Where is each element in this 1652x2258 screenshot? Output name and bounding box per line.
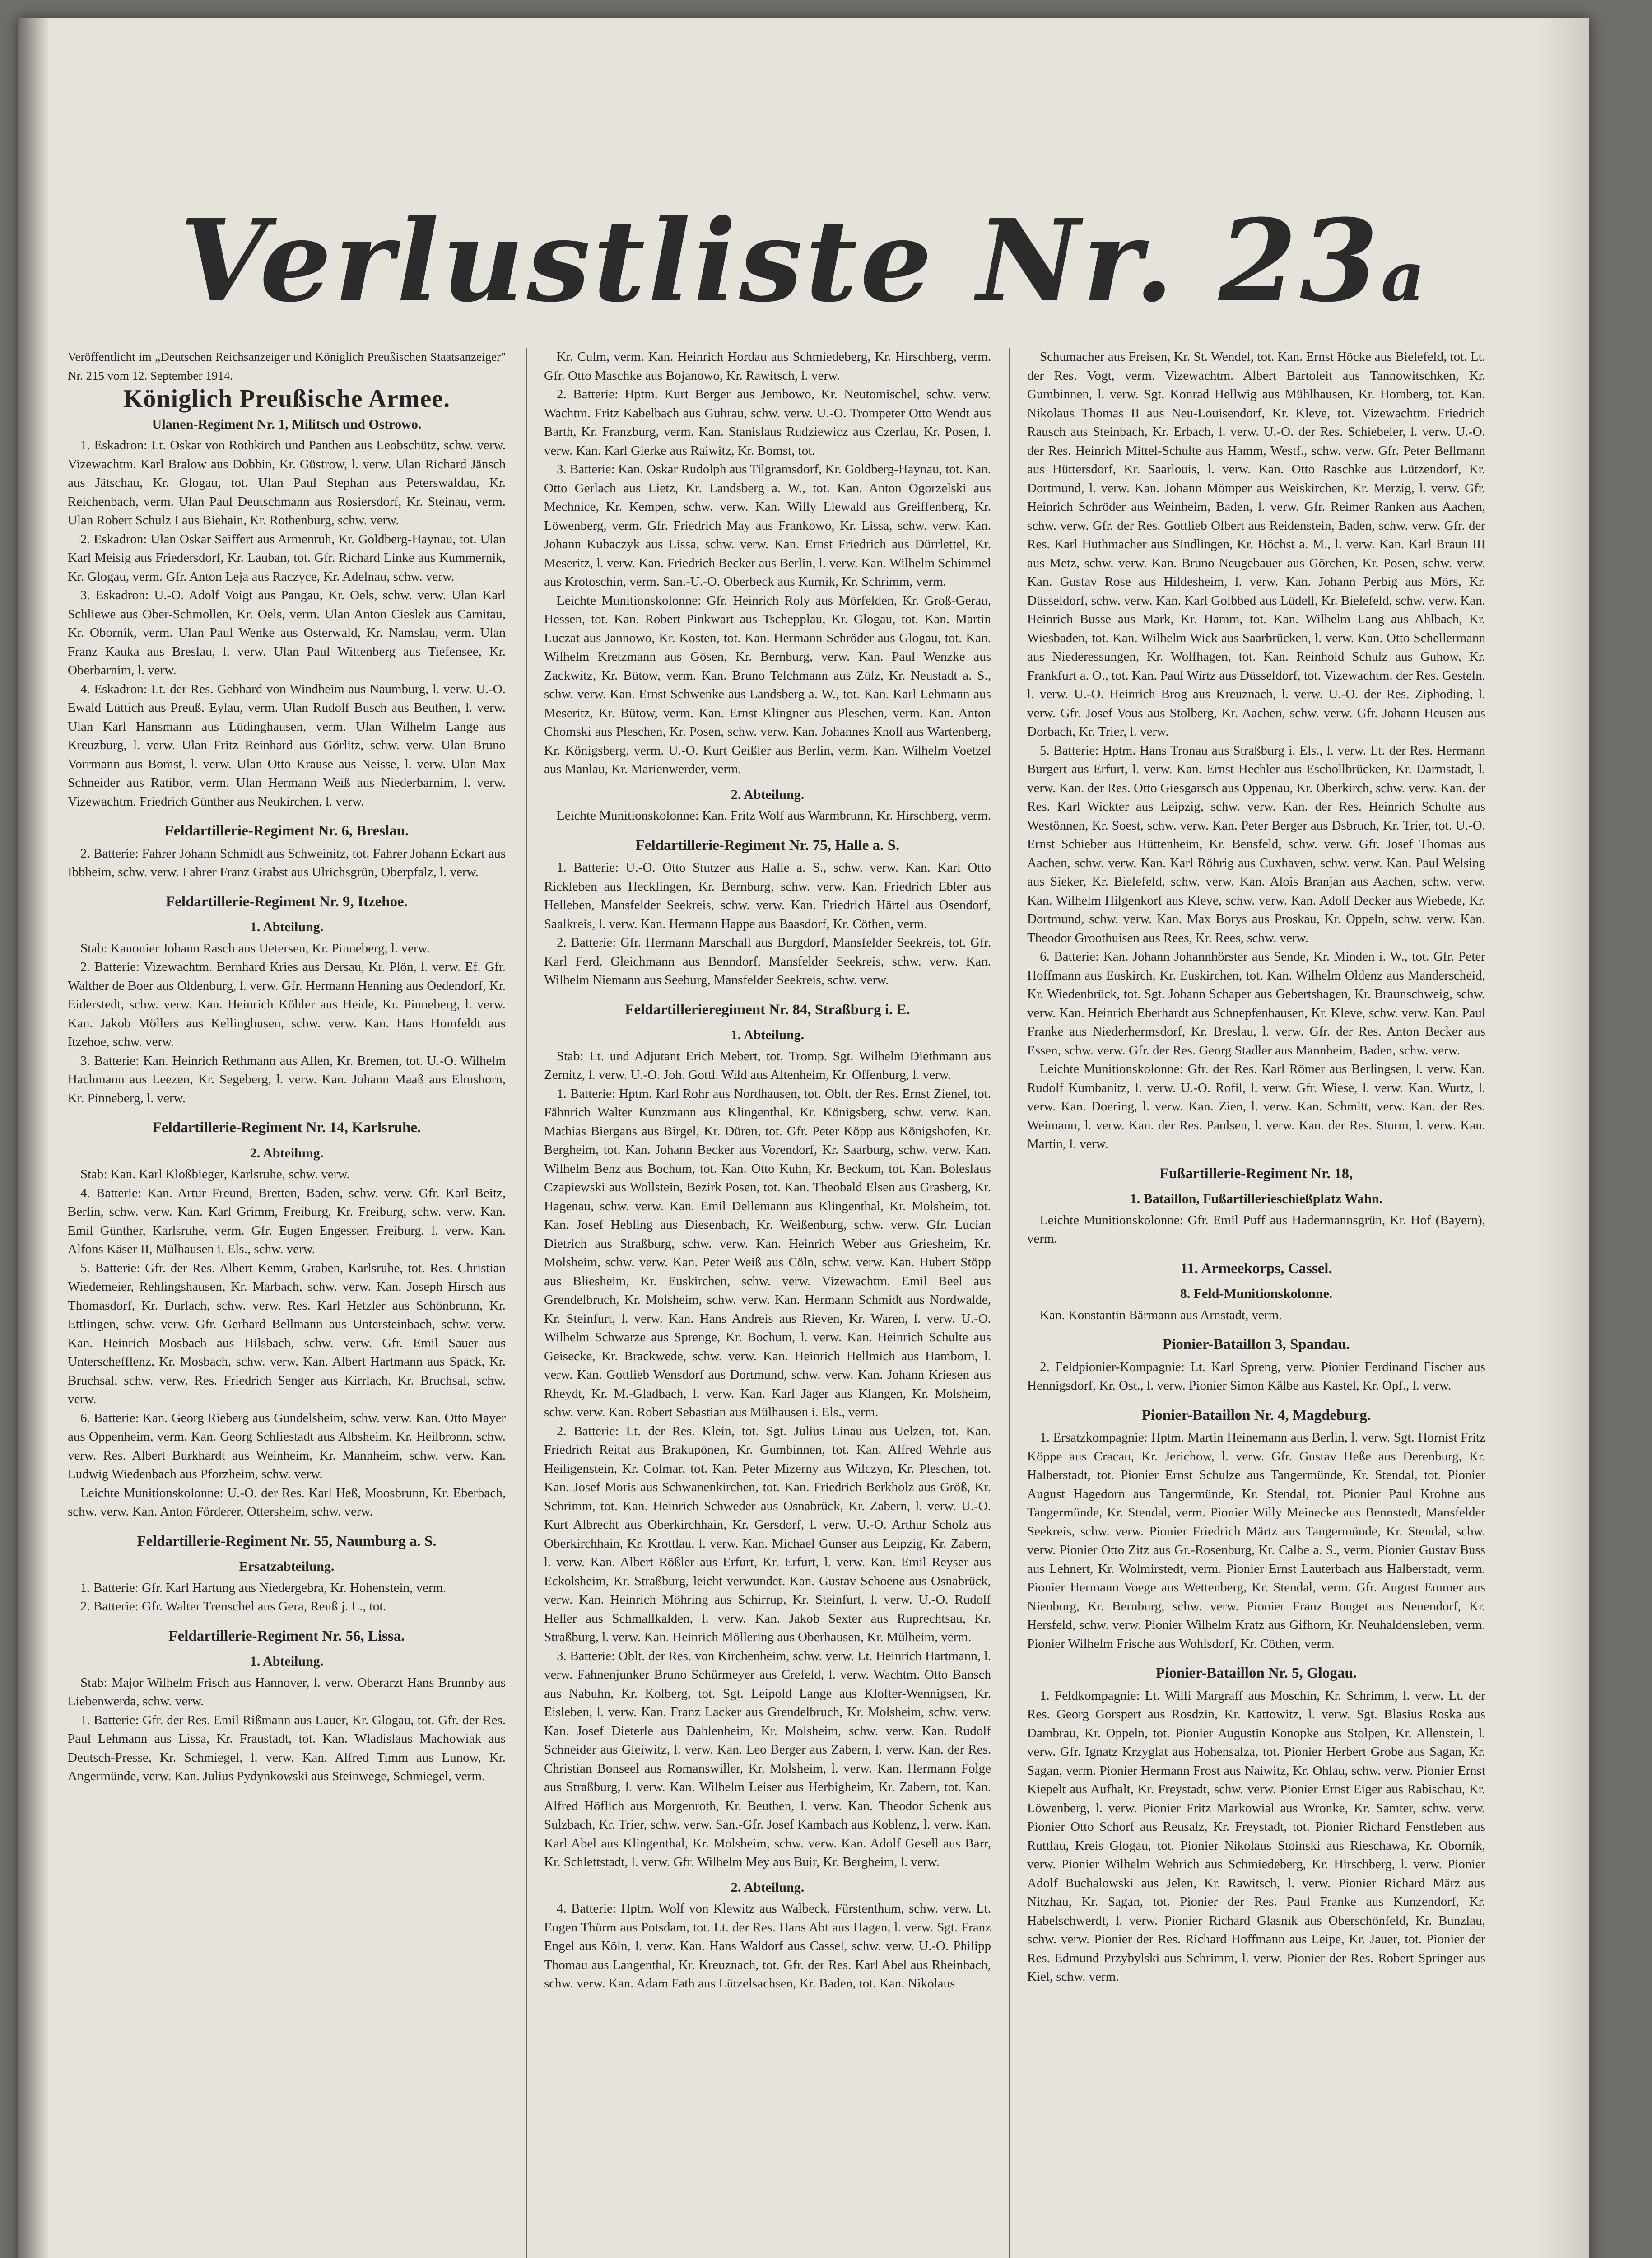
casualty-paragraph: 2. Batterie: Hptm. Kurt Berger aus Jembowo, Kr. Neutomischel, schw. verw. Wachtm. Fritz Kabelbach aus Guhrau, schw. verw. U.-O. Trompeter Otto Wendt aus Barth, Kr. Franzburg, verm. Kan. Stanislaus Rudziewicz aus Czerlau, Kr. Posen, l. verw. Kan. Karl Gierke aus Raiwitz, Kr. Bomst, tot. (544, 387, 991, 458)
casualty-paragraph: 5. Batterie: Gfr. der Res. Albert Kemm, Graben, Karlsruhe, tot. Res. Christian Wiedemeier, Rehlingshausen, Kr. Marbach, schw. verw. Kan. Joseph Hirsch aus Thomasdorf, Kr. Durlach, schw. verw. Res. Karl Hetzler aus Schönbrunn, Kr. Ettlingen, schw. verw. Gfr. Gerhard Bellmann aus Untersteinbach, schw. verw. Kan. Heinrich Mosbach aus Hilsbach, schw. verw. Gfr. Emil Sauer aus Unterschefflenz, Kr. Mosbach, schw. verw. Kan. Albert Hartmann aus Späck, Kr. Bruchsal, schw. verw. Res. Friedrich Senger aus Kirrlach, Kr. Bruchsal, schw. verw. (68, 1260, 506, 1406)
casualty-paragraph: 4. Eskadron: Lt. der Res. Gebhard von Windheim aus Naumburg, l. verw. U.-O. Ewald Lüttich aus Preuß. Eylau, verm. Ulan Rudolf Busch aus Beuthen, l. verw. Ulan Karl Hansmann aus Lüdinghausen, verm. Ulan Wilhelm Lange aus Kreuzburg, l. verw. Ulan Fritz Reinhard aus Görlitz, schw. verw. Ulan Bruno Vorrmann aus Bomst, l. verw. Ulan Otto Krause aus Neisse, l. verw. Ulan Max Schneider aus Ratibor, verm. Ulan Hermann Weiß aus Niederbarnim, l. verw. Vizewachtm. Friedrich Günther aus Neukirchen, l. verw. (68, 681, 506, 809)
casualty-paragraph: 5. Batterie: Hptm. Hans Tronau aus Straßburg i. Els., l. verw. Lt. der Res. Hermann Burgert aus Erfurt, l. verw. Kan. Ernst Hechler aus Eschollbrücken, Kr. Darmstadt, l. verw. Kan. der Res. Otto Giesgarsch aus Oppenau, Kr. Oberkirch, schw. verw. Kan. der Res. Karl Wickter aus Leipzig, schw. verw. Kan. der Res. Heinrich Schulte aus Westönnen, Kr. Soest, schw. verw. Kan. Peter Berger aus Dsbruch, Kr. Trier, tot. U.-O. Ernst Schieber aus Hüttenheim, Kr. Bensfeld, schw. verw. Gfr. Josef Thomas aus Aachen, schw. verw. Kan. Karl Röhrig aus Cuxhaven, schw. verw. Kan. Paul Welsing aus Sieker, Kr. Bielefeld, schw. verw. Kan. Alois Branjan aus Aachen, schw. verw. Kan. Wilhelm Hilgenkorf aus Kleve, schw. verw. Kan. Adolf Decker aus Wiebede, Kr. Dortmund, schw. verw. Kan. Max Borys aus Proskau, Kr. Oppeln, schw. verw. Kan. Theodor Groothuisen aus Rees, Kr. Rees, schw. verw. (1027, 743, 1485, 945)
unit-subheading: 1. Abteilung. (250, 1654, 324, 1669)
page-edge-shadow (1535, 18, 1589, 2258)
publication-note: Veröffentlicht im „Deutschen Reichsanzeiger und Königlich Preußischen Staatsanzeiger" Nr. 215 vom 12. September 1914. (68, 350, 506, 383)
newspaper-page (18, 18, 1589, 2258)
casualty-paragraph: 4. Batterie: Hptm. Wolf von Klewitz aus Walbeck, Fürstenthum, schw. verw. Lt. Eugen Thürm aus Potsdam, tot. Lt. der Res. Hans Abt aus Hagen, l. verw. Sgt. Franz Engel aus Köln, l. verw. Kan. Hans Waldorf aus Cassel, schw. verw. U.-O. Philipp Thomau aus Langenthal, Kr. Kreuznach, tot. Gfr. der Res. Karl Abel aus Rheinbach, schw. verw. Kan. Adam Fath aus Lützelsachsen, Kr. Baden, tot. Kan. Nikolaus (544, 1901, 991, 1991)
casualty-paragraph: 3. Batterie: Kan. Oskar Rudolph aus Tilgramsdorf, Kr. Goldberg-Haynau, tot. Kan. Otto Gerlach aus Lietz, Kr. Landsberg a. W., tot. Kan. Anton Ogorzelski aus Mechnice, Kr. Kempen, schw. verw. Kan. Willy Liewald aus Greiffenberg, Kr. Löwenberg, verm. Gfr. Friedrich May aus Frankowo, Kr. Lissa, schw. verw. Kan. Johann Kubaczyk aus Lissa, schw. verw. Kan. Ernst Friedrich aus Dürrlettel, Kr. Meseritz, l. verw. Kan. Friedrich Becker aus Berlin, l. verw. Kan. Wilhelm Schimmel aus Krotoschin, verm. San.-U.-O. Oberbeck aus Kurnik, Kr. Schrimm, verm. (544, 462, 991, 589)
casualty-paragraph: 6. Batterie: Kan. Georg Rieberg aus Gundelsheim, schw. verw. Kan. Otto Mayer aus Oppenheim, verm. Kan. Georg Schliestadt aus Albsheim, Kr. Heilbronn, schw. verw. Res. Albert Burkhardt aus Weinheim, Kr. Mannheim, schw. verw. Kan. Ludwig Wiedenbach aus Pforzheim, schw. verw. (68, 1410, 506, 1481)
casualty-paragraph: 2. Batterie: Lt. der Res. Klein, tot. Sgt. Julius Linau aus Uelzen, tot. Kan. Friedrich Reitat aus Brakupönen, Kr. Gumbinnen, tot. Kan. Alfred Wehrle aus Heiligenstein, Kr. Colmar, tot. Kan. Peter Mizerny aus Wilczyn, Kr. Pleschen, tot. Kan. Josef Moris aus Schwanenkirchen, tot. Kan. Friedrich Berkholz aus Größ, Kr. Schrimm, tot. Kan. Heinrich Schweder aus Osnabrück, Kr. Zabern, l. verw. U.-O. Kurt Albrecht aus Oberkirchhain, Kr. Gersdorf, l. verw. U.-O. Arthur Scholz aus Oberkirchhain, Kr. Krottlau, l. verw. Kan. Michael Gunser aus Leipzig, Kr. Zabern, l. verw. Kan. Albert Rößler aus Erfurt, Kr. Erfurt, l. verw. Kan. Emil Reyser aus Eckolsheim, Kr. Straßburg, leicht verwundet. Kan. Gustav Schoene aus Osnabrück, verw. Kan. Heinrich Möhring aus Schirrup, Kr. Steinfurt, l. verw. U.-O. Rudolf Heller aus Schmallkalden, l. verw. Kan. Jakob Sexter aus Ruprechtsau, Kr. Straßburg, l. verw. Kan. Heinrich Möllering aus Oberhausen, Kr. Mülheim, verm. (544, 1423, 991, 1644)
casualty-paragraph: Schumacher aus Freisen, Kr. St. Wendel, tot. Kan. Ernst Höcke aus Bielefeld, tot. Lt. der Res. Vogt, verm. Vizewachtm. Albert Bartoleit aus Tannowitschken, Kr. Gumbinnen, l. verw. Sgt. Konrad Hellwig aus Mühlhausen, Kr. Homberg, tot. Kan. Nikolaus Thomas II aus Neu-Louisendorf, Kr. Kleve, tot. Vizewachtm. Friedrich Rausch aus Steinbach, Kr. Erbach, l. verw. U.-O. der Res. Schiebeler, l. verw. U.-O. der Res. Heinrich Mittel-Schulte aus Hamm, Westf., schw. verw. Gfr. Peter Bellmann aus Hüttersdorf, Kr. Saarlouis, l. verw. Kan. Otto Raschke aus Lützendorf, Kr. Dortmund, l. verw. Kan. Johann Mömper aus Weiskirchen, Kr. Merzig, l. verw. Gfr. Heinrich Schröder aus Weinheim, Baden, l. verw. Gfr. Reimer Ranken aus Aachen, schw. verw. Gfr. der Res. Gottlieb Olbert aus Reidenstein, Baden, schw. verw. Gfr. der Res. Karl Huthmacher aus Sindlingen, Kr. Höchst a. M., l. verw. Kan. Karl Braun III aus Metz, schw. verw. Kan. Bruno Neugebauer aus Görchen, Kr. Posen, schw. verw. Kan. Gustav Rose aus Hildesheim, l. verw. Kan. Johann Perbig aus Mörs, Kr. Düsseldorf, schw. verw. Kan. Karl Golbbed aus Lüdell, Kr. Bielefeld, schw. verw. Kan. Heinrich Busse aus Mark, Kr. Hamm, tot. Kan. Wilhelm Lang aus Ahlbach, Kr. Wiesbaden, tot. Kan. Wilhelm Wick aus Saarbrücken, l. verw. Kan. Otto Schellermann aus Niederessungen, Kr. Wolfhagen, tot. Kan. Reinhold Schulz aus Guhow, Kr. Frankfurt a. O., tot. Kan. Paul Wirtz aus Düsseldorf, tot. Vizewachtm. der Res. Gesteln, l. verw. U.-O. Heinrich Brog aus Kreuznach, l. verw. U.-O. der Res. Ziphoding, l. verw. Gfr. Josef Vous aus Stolberg, Kr. Aachen, schw. verw. Gfr. Johann Heusen aus Dorbach, Kr. Trier, l. verw. (1027, 350, 1485, 739)
regiment-heading: Feldartillerie-Regiment Nr. 56, Lissa. (168, 1628, 405, 1644)
casualty-paragraph: 2. Batterie: Fahrer Johann Schmidt aus Schweinitz, tot. Fahrer Johann Eckart aus Ibbheim, schw. verw. Fahrer Franz Grabst aus Ulrichsgrün, Oberpfalz, l. verw. (68, 846, 506, 879)
masthead-title-text: Verlustliste Nr. 23 (180, 194, 1381, 327)
casualty-paragraph: Stab: Kanonier Johann Rasch aus Uetersen, Kr. Pinneberg, l. verw. (80, 941, 430, 956)
unit-subheading: 2. Abteilung. (731, 787, 805, 802)
casualty-paragraph: 6. Batterie: Kan. Johann Johannhörster aus Sende, Kr. Minden i. W., tot. Gfr. Peter Hoffmann aus Euskirch, Kr. Euskirchen, tot. Kan. Wilhelm Oldenz aus Manderscheid, Kr. Wiedenbrück, tot. Sgt. Johann Schaper aus Gebertshagen, Kr. Braunschweig, schw. verw. Kan. Heinrich Eberhardt aus Schnepfenhausen, Kr. Kleve, schw. verw. Kan. Paul Franke aus Niederhermsdorf, Kr. Breslau, l. verw. Gfr. der Res. Anton Becker aus Essen, schw. verw. Gfr. der Res. Georg Stadler aus Mannheim, Baden, schw. verw. (1027, 949, 1485, 1058)
unit-subheading: 2. Abteilung. (250, 1145, 324, 1161)
column-rule-1 (526, 348, 527, 2258)
casualty-paragraph: Leichte Munitionskolonne: Kan. Fritz Wolf aus Warmbrunn, Kr. Hirschberg, verm. (557, 808, 991, 823)
regiment-heading: Ulanen-Regiment Nr. 1, Militsch und Ostrowo. (152, 416, 422, 432)
unit-subheading: 8. Feld-Munitionskolonne. (1180, 1286, 1333, 1301)
casualty-paragraph: Kan. Konstantin Bärmann aus Arnstadt, verm. (1040, 1307, 1282, 1322)
casualty-paragraph: 3. Batterie: Oblt. der Res. von Kirchenheim, schw. verw. Lt. Heinrich Hartmann, l. verw. Fahnenjunker Bruno Schürmeyer aus Crefeld, l. verw. Wachtm. Otto Bansch aus Nabuhn, Kr. Kolberg, tot. Sgt. Leipold Lange aus Klofter-Wennigsen, Kr. Eisleben, l. verw. Kan. Franz Lacker aus Grendelbruch, Kr. Molsheim, schw. verw. Kan. Josef Dieterle aus Dahlenheim, Kr. Molsheim, schw. verw. Kan. Rudolf Schneider aus Gleiwitz, l. verw. Kan. Leo Berger aus Zabern, l. verw. Kan. der Res. Christian Bonseel aus Romanswiller, Kr. Molsheim, l. verw. Kan. Hermann Folge aus Straßburg, l. verw. Kan. Wilhelm Leiser aus Herbigheim, Kr. Zabern, tot. Kan. Alfred Höflich aus Morgenroth, Kr. Beuthen, l. verw. Kan. Theodor Schenk aus Sulzbach, Kr. Trier, schw. verw. San.-Gfr. Josef Kambach aus Koblenz, l. verw. Kan. Karl Abel aus Klingenthal, Kr. Molsheim, schw. verw. Kan. Adolf Gesell aus Barr, Kr. Schlettstadt, l. verw. Gfr. Wilhelm Mey aus Buir, Kr. Bergheim, l. verw. (544, 1648, 991, 1869)
regiment-heading: Fußartillerie-Regiment Nr. 18, (1159, 1165, 1353, 1182)
casualty-paragraph: Leichte Munitionskolonne: Gfr. Heinrich Roly aus Mörfelden, Kr. Groß-Gerau, Hessen, tot. Kan. Robert Pinkwart aus Tschepplau, Kr. Glogau, tot. Kan. Martin Luczat aus Jannowo, Kr. Kosten, tot. Kan. Hermann Schröder aus Glogau, tot. Kan. Wilhelm Kretzmann aus Gösen, Kr. Bernburg, verw. Kan. Paul Wenzke aus Zackwitz, Kr. Bütow, verm. Kan. Bruno Telchmann aus Zülz, Kr. Neustadt a. S., schw. verw. Kan. Ernst Schwenke aus Landsberg a. W., tot. Kan. Karl Lehmann aus Meseritz, Kr. Bütow, verm. Kan. Ernst Klingner aus Pleschen, verm. Kan. Anton Chomski aus Pleschen, Kr. Posen, schw. verw. Kan. Johannes Knoll aus Wartenberg, Kr. Königsberg, verm. U.-O. Kurt Geißler aus Berlin, verm. Kan. Wilhelm Voetzel aus Manlau, Kr. Marienwerder, verm. (544, 593, 991, 776)
column-rule-2 (1009, 348, 1010, 2258)
casualty-paragraph: Leichte Munitionskolonne: U.-O. der Res. Karl Heß, Moosbrunn, Kr. Eberbach, schw. verw. Kan. Anton Förderer, Ottersheim, schw. verw. (68, 1485, 506, 1519)
casualty-paragraph: Stab: Major Wilhelm Frisch aus Hannover, l. verw. Oberarzt Hans Brunnby aus Liebenwerda, schw. verw. (68, 1675, 506, 1708)
regiment-heading: Feldartillerie-Regiment Nr. 9, Itzehoe. (166, 893, 408, 910)
unit-subheading: 1. Abteilung. (731, 1027, 805, 1042)
unit-subheading: 1. Bataillon, Fußartillerieschießplatz Wahn. (1130, 1191, 1383, 1206)
casualty-paragraph: Leichte Munitionskolonne: Gfr. Emil Puff aus Hadermannsgrün, Kr. Hof (Bayern), verm. (1027, 1213, 1485, 1246)
casualty-paragraph: 1. Batterie: Gfr. Karl Hartung aus Niedergebra, Kr. Hohenstein, verm. (80, 1580, 447, 1595)
casualty-paragraph: Leichte Munitionskolonne: Gfr. der Res. Karl Römer aus Berlingsen, l. verw. Kan. Rudolf Kumbanitz, l. verw. U.-O. Rofil, l. verw. Gfr. Wiese, l. verw. Kan. Wurtz, l. verw. Kan. Doering, l. verw. Kan. Zien, l. verw. Kan. Schmitt, verw. Kan. der Res. Weimann, l. verw. Kan. der Res. Paulsen, l. verw. Kan. der Res. Sturm, l. verw. Kan. Martin, l. verw. (1027, 1062, 1485, 1151)
regiment-heading: Feldartillerie-Regiment Nr. 14, Karlsruhe. (152, 1120, 421, 1136)
column-3 (1027, 348, 1485, 2258)
casualty-paragraph: 1. Eskadron: Lt. Oskar von Rothkirch und Panthen aus Leobschütz, schw. verw. Vizewachtm. Karl Bralow aus Dobbin, Kr. Güstrow, l. verw. Ulan Richard Jänsch aus Jätschau, Kr. Glogau, tot. Ulan Paul Stephan aus Peterswaldau, Kr. Reichenbach, verm. Ulan Paul Deutschmann aus Rosiersdorf, Kr. Steinau, verm. Ulan Robert Schulz I aus Biehain, Kr. Rothenburg, schw. verw. (68, 438, 506, 527)
casualty-paragraph: Stab: Lt. und Adjutant Erich Mebert, tot. Tromp. Sgt. Wilhelm Diethmann aus Zernitz, l. verw. U.-O. Joh. Gottl. Wild aus Altenheim, Kr. Offenburg, l. verw. (544, 1049, 991, 1082)
casualty-paragraph: 1. Batterie: U.-O. Otto Stutzer aus Halle a. S., schw. verw. Kan. Karl Otto Rickleben aus Hecklingen, Kr. Bernburg, schw. verw. Kan. Friedrich Ebler aus Helleben, Mansfelder Seekreis, schw. verw. Kan. Friedrich Härtel aus Osendorf, Saalkreis, l. verw. Kan. Hermann Happe aus Baasdorf, Kr. Cöthen, verm. (544, 860, 991, 931)
page-binding-shadow (18, 18, 50, 2258)
regiment-heading: 11. Armeekorps, Cassel. (1180, 1260, 1332, 1277)
regiment-heading: Feldartillerieregiment Nr. 84, Straßburg i. E. (625, 1001, 910, 1018)
casualty-paragraph: 1. Feldkompagnie: Lt. Willi Margraff aus Moschin, Kr. Schrimm, l. verw. Lt. der Res. Georg Gorspert aus Rosdzin, Kr. Kattowitz, l. verw. Sgt. Blasius Roska aus Dambrau, Kr. Oppeln, tot. Pionier Augustin Konopke aus Stolpen, Kr. Allenstein, l. verw. Gfr. Ignatz Krzyglat aus Hohensalza, tot. Pionier Herbert Grobe aus Sagan, Kr. Sagan, verm. Pionier Hermann Frost aus Naiwitz, Kr. Ohlau, schw. verw. Pionier Ernst Kiepelt aus Aufhalt, Kr. Freystadt, schw. verw. Pionier Ernst Eiger aus Rabischau, Kr. Löwenberg, l. verw. Pionier Fritz Markowial aus Wronke, Kr. Samter, schw. verw. Pionier Otto Schorf aus Reusalz, Kr. Freystadt, tot. Pionier Richard Fenstleben aus Ruttlau, Kreis Glogau, tot. Pionier Nikolaus Stoinski aus Rieschawa, Kr. Oborník, verw. Pionier Wilhelm Wehrich aus Schmiedeberg, Kr. Hirschberg, l. verw. Pionier Adolf Buchalowski aus Jelen, Kr. Rawitsch, l. verw. Pionier Richard März aus Nitzhau, Kr. Sagan, tot. Pionier der Res. Paul Franke aus Kunzendorf, Kr. Habelschwerdt, l. verw. Pionier Richard Glasnik aus Oberschönfeld, Kr. Bunzlau, schw. verw. Pionier der Res. Richard Hoffmann aus Leipe, Kr. Jauer, tot. Pionier der Res. Edmund Przybylski aus Schrimm, l. verw. Pionier der Res. Robert Springer aus Kiel, schw. verm. (1027, 1688, 1485, 1984)
casualty-paragraph: 1. Batterie: Gfr. der Res. Emil Rißmann aus Lauer, Kr. Glogau, tot. Gfr. der Res. Paul Lehmann aus Lissa, Kr. Fraustadt, tot. Kan. Wladislaus Machowiak aus Deutsch-Presse, Kr. Schmiegel, l. verw. Kan. Alfred Timm aus Lunow, Kr. Angermünde, verw. Kan. Julius Pydynkowski aus Steinwege, Schmiegel, verm. (68, 1712, 506, 1783)
casualty-paragraph: Stab: Kan. Karl Kloßbieger, Karlsruhe, schw. verw. (80, 1167, 350, 1181)
casualty-paragraph: 3. Batterie: Kan. Heinrich Rethmann aus Allen, Kr. Bremen, tot. U.-O. Wilhelm Hachmann aus Leezen, Kr. Segeberg, l. verw. Kan. Johann Maaß aus Elmshorn, Kr. Pinneberg, l. verw. (68, 1053, 506, 1106)
masthead-suffix: a (1381, 237, 1428, 317)
army-heading: Königlich Preußische Armee. (123, 385, 451, 413)
unit-subheading: Ersatzabteilung. (239, 1559, 335, 1574)
regiment-heading: Pionier-Bataillon 3, Spandau. (1162, 1336, 1350, 1353)
casualty-paragraph: Kr. Culm, verm. Kan. Heinrich Hordau aus Schmiedeberg, Kr. Hirschberg, verm. Gfr. Otto Maschke aus Bojanowo, Kr. Rawitsch, l. verw. (544, 350, 991, 383)
casualty-paragraph: 2. Batterie: Gfr. Hermann Marschall aus Burgdorf, Mansfelder Seekreis, tot. Gfr. Karl Ferd. Gleichmann aus Benndorf, Mansfelder Seekreis, schw. verw. Kan. Wilhelm Niemann aus Seeburg, Mansfelder Seekreis, schw. verw. (544, 935, 991, 987)
casualty-paragraph: 1. Batterie: Hptm. Karl Rohr aus Nordhausen, tot. Oblt. der Res. Ernst Zienel, tot. Fähnrich Walter Kunzmann aus Klingenthal, Kr. Königsberg, schw. verw. Kan. Mathias Biergans aus Birgel, Kr. Düren, tot. Gfr. Peter Köpp aus Königshofen, Kr. Bergheim, tot. Kan. Johann Becker aus Vorendorf, Kr. Saarburg, schw. verw. Kan. Wilhelm Benz aus Bochum, tot. Kan. Otto Kuhn, Kr. Beckum, tot. Kan. Boleslaus Czapiewski aus Wollstein, Bezirk Posen, tot. Kan. Theobald Elsen aus Grasberg, Kr. Hagenau, schw. verw. Kan. Emil Dellemann aus Klingenthal, Kr. Molsheim, tot. Kan. Josef Hebling aus Diesenbach, Kr. Weißenburg, schw. verw. Gfr. Lucian Dietrich aus Straßburg, schw. verw. Kan. Heinrich Weber aus Griesheim, Kr. Molsheim, schw. verw. Kan. Peter Weiß aus Cöln, schw. verw. Kan. Hubert Stöpp aus Bliesheim, Kr. Euskirchen, schw. verw. Vizewachtm. Emil Beel aus Grendelbruch, Kr. Molsheim, schw. verw. Kan. Hermann Schmidt aus Nordwalde, Kr. Steinfurt, l. verw. Kan. Hans Andreis aus Rieven, Kr. Waren, l. verw. U.-O. Wilhelm Schwarze aus Sprenge, Kr. Bochum, l. verw. Kan. Heinrich Schulte aus Geisecke, Kr. Brackwede, schw. verw. Kan. Heinrich Hellmich aus Hamborn, l. verw. Kan. Gottlieb Wensdorf aus Dortmund, schw. verw. Kan. Johann Kriesen aus Rheydt, Kr. M.-Gladbach, l. verw. Kan. Karl Jäger aus Klangen, Kr. Molsheim, schw. verw. Kan. Robert Sebastian aus Mülhausen i. Els., verm. (544, 1086, 991, 1419)
regiment-heading: Feldartillerie-Regiment Nr. 75, Halle a. S. (635, 837, 900, 854)
casualty-paragraph: 4. Batterie: Kan. Artur Freund, Bretten, Baden, schw. verw. Gfr. Karl Beitz, Berlin, schw. verw. Kan. Karl Grimm, Freiburg, Kr. Freiburg, schw. verw. Kan. Emil Günther, Karlsruhe, verm. Gfr. Eugen Engesser, Freiburg, l. verw. Kan. Alfons Käser II, Mülhausen i. Els., schw. verw. (68, 1185, 506, 1256)
casualty-paragraph: 3. Eskadron: U.-O. Adolf Voigt aus Pangau, Kr. Oels, schw. verw. Ulan Karl Schliewe aus Ober-Schmollen, Kr. Oels, verm. Ulan Anton Cieslek aus Carnitau, Kr. Oborník, verm. Ulan Paul Wenke aus Osterwald, Kr. Namslau, verm. Ulan Franz Kauka aus Breslau, l. verw. Ulan Paul Wittenberg aus Tiefensee, Kr. Oberbarnim, l. verw. (68, 588, 506, 677)
regiment-heading: Feldartillerie-Regiment Nr. 6, Breslau. (164, 823, 409, 839)
regiment-heading: Feldartillerie-Regiment Nr. 55, Naumburg a. S. (137, 1533, 437, 1549)
column-2 (544, 348, 991, 2258)
regiment-heading: Pionier-Bataillon Nr. 4, Magdeburg. (1141, 1407, 1371, 1423)
masthead-title (18, 194, 1589, 327)
casualty-paragraph: 1. Ersatzkompagnie: Hptm. Martin Heinemann aus Berlin, l. verw. Sgt. Hornist Fritz Köppe aus Cracau, Kr. Jerichow, l. verw. Gfr. Gustav Heße aus Derenburg, Kr. Halberstadt, tot. Pionier Ernst Schulze aus Tangermünde, Kr. Stendal, tot. Pionier August Hagedorn aus Tangermünde, Kr. Stendal, tot. Pionier Paul Krohne aus Tangermünde, Kr. Stendal, verm. Pionier Willy Meinecke aus Bennstedt, Mansfelder Seekreis, schw. verw. Pionier Friedrich Märtz aus Tangermünde, Kr. Stendal, schw. verw. Pionier Otto Zitz aus Gr.-Rosenburg, Kr. Calbe a. S., verm. Pionier Gustav Buss aus Lehnert, Kr. Wolmirstedt, verm. Pionier Ernst Lauterbach aus Halberstadt, verm. Pionier Hermann Voege aus Wettenberg, Kr. Stendal, verm. Gfr. August Emmer aus Nienburg, Kr. Bernburg, schw. verw. Pionier Franz Bouget aus Neuendorf, Kr. Hersfeld, schw. verw. Pionier Wilhelm Kratz aus Gifhorn, Kr. Neuhaldensleben, verm. Pionier Wilhelm Frische aus Wohlsdorf, Kr. Cöthen, verm. (1027, 1430, 1485, 1651)
casualty-paragraph: 2. Feldpionier-Kompagnie: Lt. Karl Spreng, verw. Pionier Ferdinand Fischer aus Hennigsdorf, Kr. Ost., l. verw. Pionier Simon Kälbe aus Kastel, Kr. Opf., l. verw. (1027, 1359, 1485, 1393)
casualty-paragraph: 2. Batterie: Gfr. Walter Trenschel aus Gera, Reuß j. L., tot. (80, 1599, 386, 1614)
unit-subheading: 1. Abteilung. (250, 919, 324, 934)
regiment-heading: Pionier-Bataillon Nr. 5, Glogau. (1156, 1665, 1357, 1681)
column-1 (68, 348, 506, 2258)
casualty-paragraph: 2. Eskadron: Ulan Oskar Seiffert aus Armenruh, Kr. Goldberg-Haynau, tot. Ulan Karl Meisig aus Friedersdorf, Kr. Lauban, tot. Gfr. Richard Linke aus Kummernik, Kr. Glogau, verm. Gfr. Anton Leja aus Raczyce, Kr. Adelnau, schw. verw. (68, 532, 506, 584)
casualty-paragraph: 2. Batterie: Vizewachtm. Bernhard Kries aus Dersau, Kr. Plön, l. verw. Ef. Gfr. Walther de Boer aus Oldenburg, l. verw. Gfr. Hermann Henning aus Oedendorf, Kr. Eiderstedt, schw. verw. Kan. Heinrich Köhler aus Heide, Kr. Pinneberg, l. verw. Kan. Jakob Möllers aus Kellinghusen, schw. verw. Kan. Hans Homfeldt aus Itzehoe, schw. verw. (68, 960, 506, 1049)
unit-subheading: 2. Abteilung. (731, 1880, 805, 1895)
